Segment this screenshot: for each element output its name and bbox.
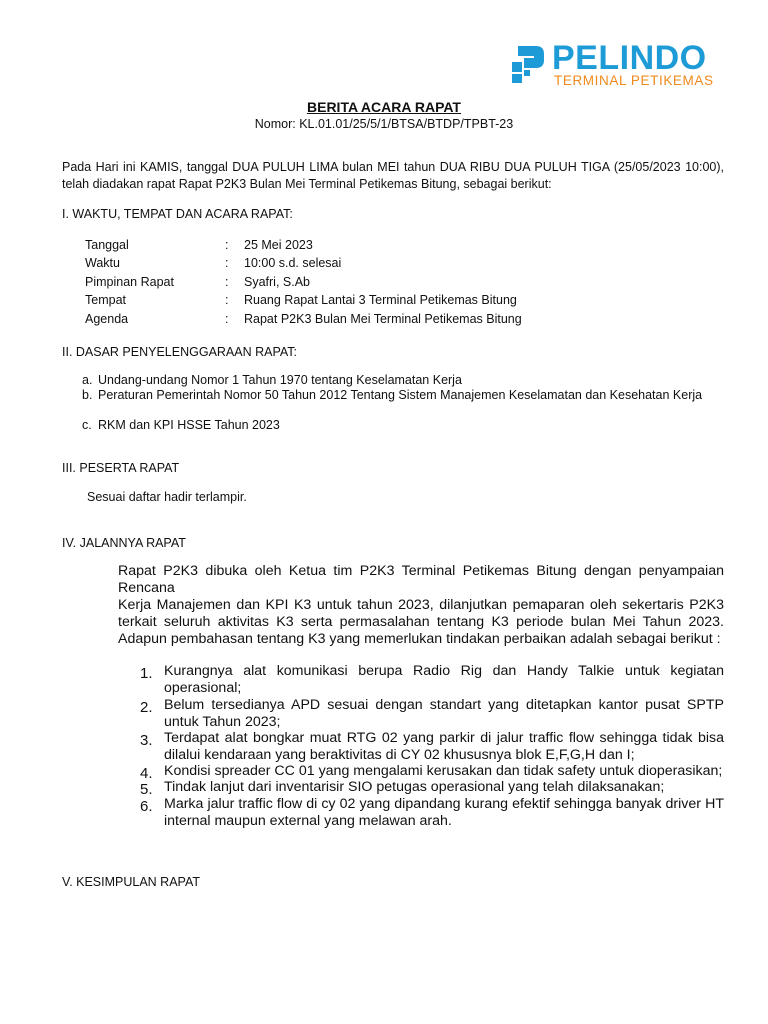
section-4-heading: IV. JALANNYA RAPAT	[62, 536, 186, 550]
issue-text: Belum tersedianya APD sesuai dengan standart yang ditetapkan kantor pusat SPTP untuk Tahun 2023;	[164, 697, 724, 730]
issue-item	[140, 697, 724, 731]
section-5-heading: V. KESIMPULAN RAPAT	[62, 875, 201, 889]
info-value: Syafri, S.Ab	[244, 275, 310, 289]
info-colon: :	[225, 293, 229, 307]
issue-number: 3.	[140, 732, 153, 749]
issue-item	[140, 730, 724, 764]
issue-text: Terdapat alat bongkar muat RTG 02 yang parkir di jalur traffic flow sehingga tidak bisa dilalui kendaraan yang beraktivitas di CY 02 khususnya blok E,F,G,H dan I;	[164, 730, 724, 763]
basis-item	[82, 418, 724, 432]
proceedings-paragraph-2: Kerja Manajemen dan KPI K3 untuk tahun 2023, dilanjutkan pemaparan oleh sekertaris P2K3 terkait seluruh aktivitas K3 serta permasalahan tentang K3 periode bulan Mei Tahun 2023. Adapun pembahasan tentang K3 yang memerlukan tindakan perbaikan adalah sebagai berikut :	[118, 597, 724, 647]
issue-item	[140, 796, 724, 830]
issue-item	[140, 663, 724, 697]
logo-subtitle: TERMINAL PETIKEMAS	[554, 73, 714, 88]
info-value: Rapat P2K3 Bulan Mei Terminal Petikemas Bitung	[244, 312, 522, 326]
info-colon: :	[225, 256, 229, 270]
issue-number: 6.	[140, 798, 153, 815]
info-label: Pimpinan Rapat	[85, 275, 174, 289]
info-value: Ruang Rapat Lantai 3 Terminal Petikemas Bitung	[244, 293, 517, 307]
document-title: BERITA ACARA RAPAT	[307, 99, 461, 115]
issue-item	[140, 779, 724, 796]
info-label: Tempat	[85, 293, 126, 307]
section-1-heading: I. WAKTU, TEMPAT DAN ACARA RAPAT:	[62, 207, 293, 221]
issue-text: Kurangnya alat komunikasi berupa Radio Rig dan Handy Talkie untuk kegiatan operasional;	[164, 663, 724, 696]
basis-item	[82, 388, 724, 402]
info-colon: :	[225, 238, 229, 252]
info-colon: :	[225, 275, 229, 289]
participants-text: Sesuai daftar hadir terlampir.	[87, 490, 247, 504]
issue-text: Kondisi spreader CC 01 yang mengalami kerusakan dan tidak safety untuk dioperasikan;	[164, 763, 723, 779]
basis-text: Undang-undang Nomor 1 Tahun 1970 tentang Keselamatan Kerja	[98, 373, 462, 387]
intro-paragraph: Pada Hari ini KAMIS, tanggal DUA PULUH LIMA bulan MEI tahun DUA RIBU DUA PULUH TIGA (25/05/2023 10:00), telah diadakan rapat Rapat P2K3 Bulan Mei Terminal Petikemas Bitung, sebagai berikut:	[62, 160, 724, 191]
basis-item	[82, 373, 724, 387]
section-2-heading: II. DASAR PENYELENGGARAAN RAPAT:	[62, 345, 298, 359]
info-colon: :	[225, 312, 229, 326]
issue-number: 2.	[140, 699, 153, 716]
proceedings-paragraph-1: Rapat P2K3 dibuka oleh Ketua tim P2K3 Terminal Petikemas Bitung dengan penyampaian Rencana	[118, 563, 724, 596]
info-label: Agenda	[85, 312, 129, 326]
basis-marker: c.	[82, 418, 92, 432]
basis-text: Peraturan Pemerintah Nomor 50 Tahun 2012 Tentang Sistem Manajemen Keselamatan dan Kesehatan Kerja	[98, 388, 703, 402]
document-number: Nomor: KL.01.01/25/5/1/BTSA/BTDP/TPBT-23	[254, 117, 514, 131]
basis-text: RKM dan KPI HSSE Tahun 2023	[98, 418, 280, 432]
info-value: 10:00 s.d. selesai	[244, 256, 342, 270]
basis-marker: a.	[82, 373, 93, 387]
issue-text: Tindak lanjut dari inventarisir SIO petugas operasional yang telah dilaksanakan;	[164, 779, 665, 795]
basis-marker: b.	[82, 388, 93, 402]
info-label: Tanggal	[85, 238, 129, 252]
issue-number: 1.	[140, 665, 153, 682]
pelindo-logo	[508, 40, 722, 90]
issue-item	[140, 763, 724, 780]
issue-number: 5.	[140, 781, 153, 798]
logo-brand: PELINDO	[552, 39, 707, 77]
section-3-heading: III. PESERTA RAPAT	[62, 461, 180, 475]
pelindo-mark-icon	[508, 42, 548, 84]
issue-number: 4.	[140, 765, 153, 782]
info-value: 25 Mei 2023	[244, 238, 313, 252]
info-label: Waktu	[85, 256, 120, 270]
issue-text: Marka jalur traffic flow di cy 02 yang dipandang kurang efektif sehingga banyak driver HT internal maupun external yang melawan arah.	[164, 796, 724, 829]
